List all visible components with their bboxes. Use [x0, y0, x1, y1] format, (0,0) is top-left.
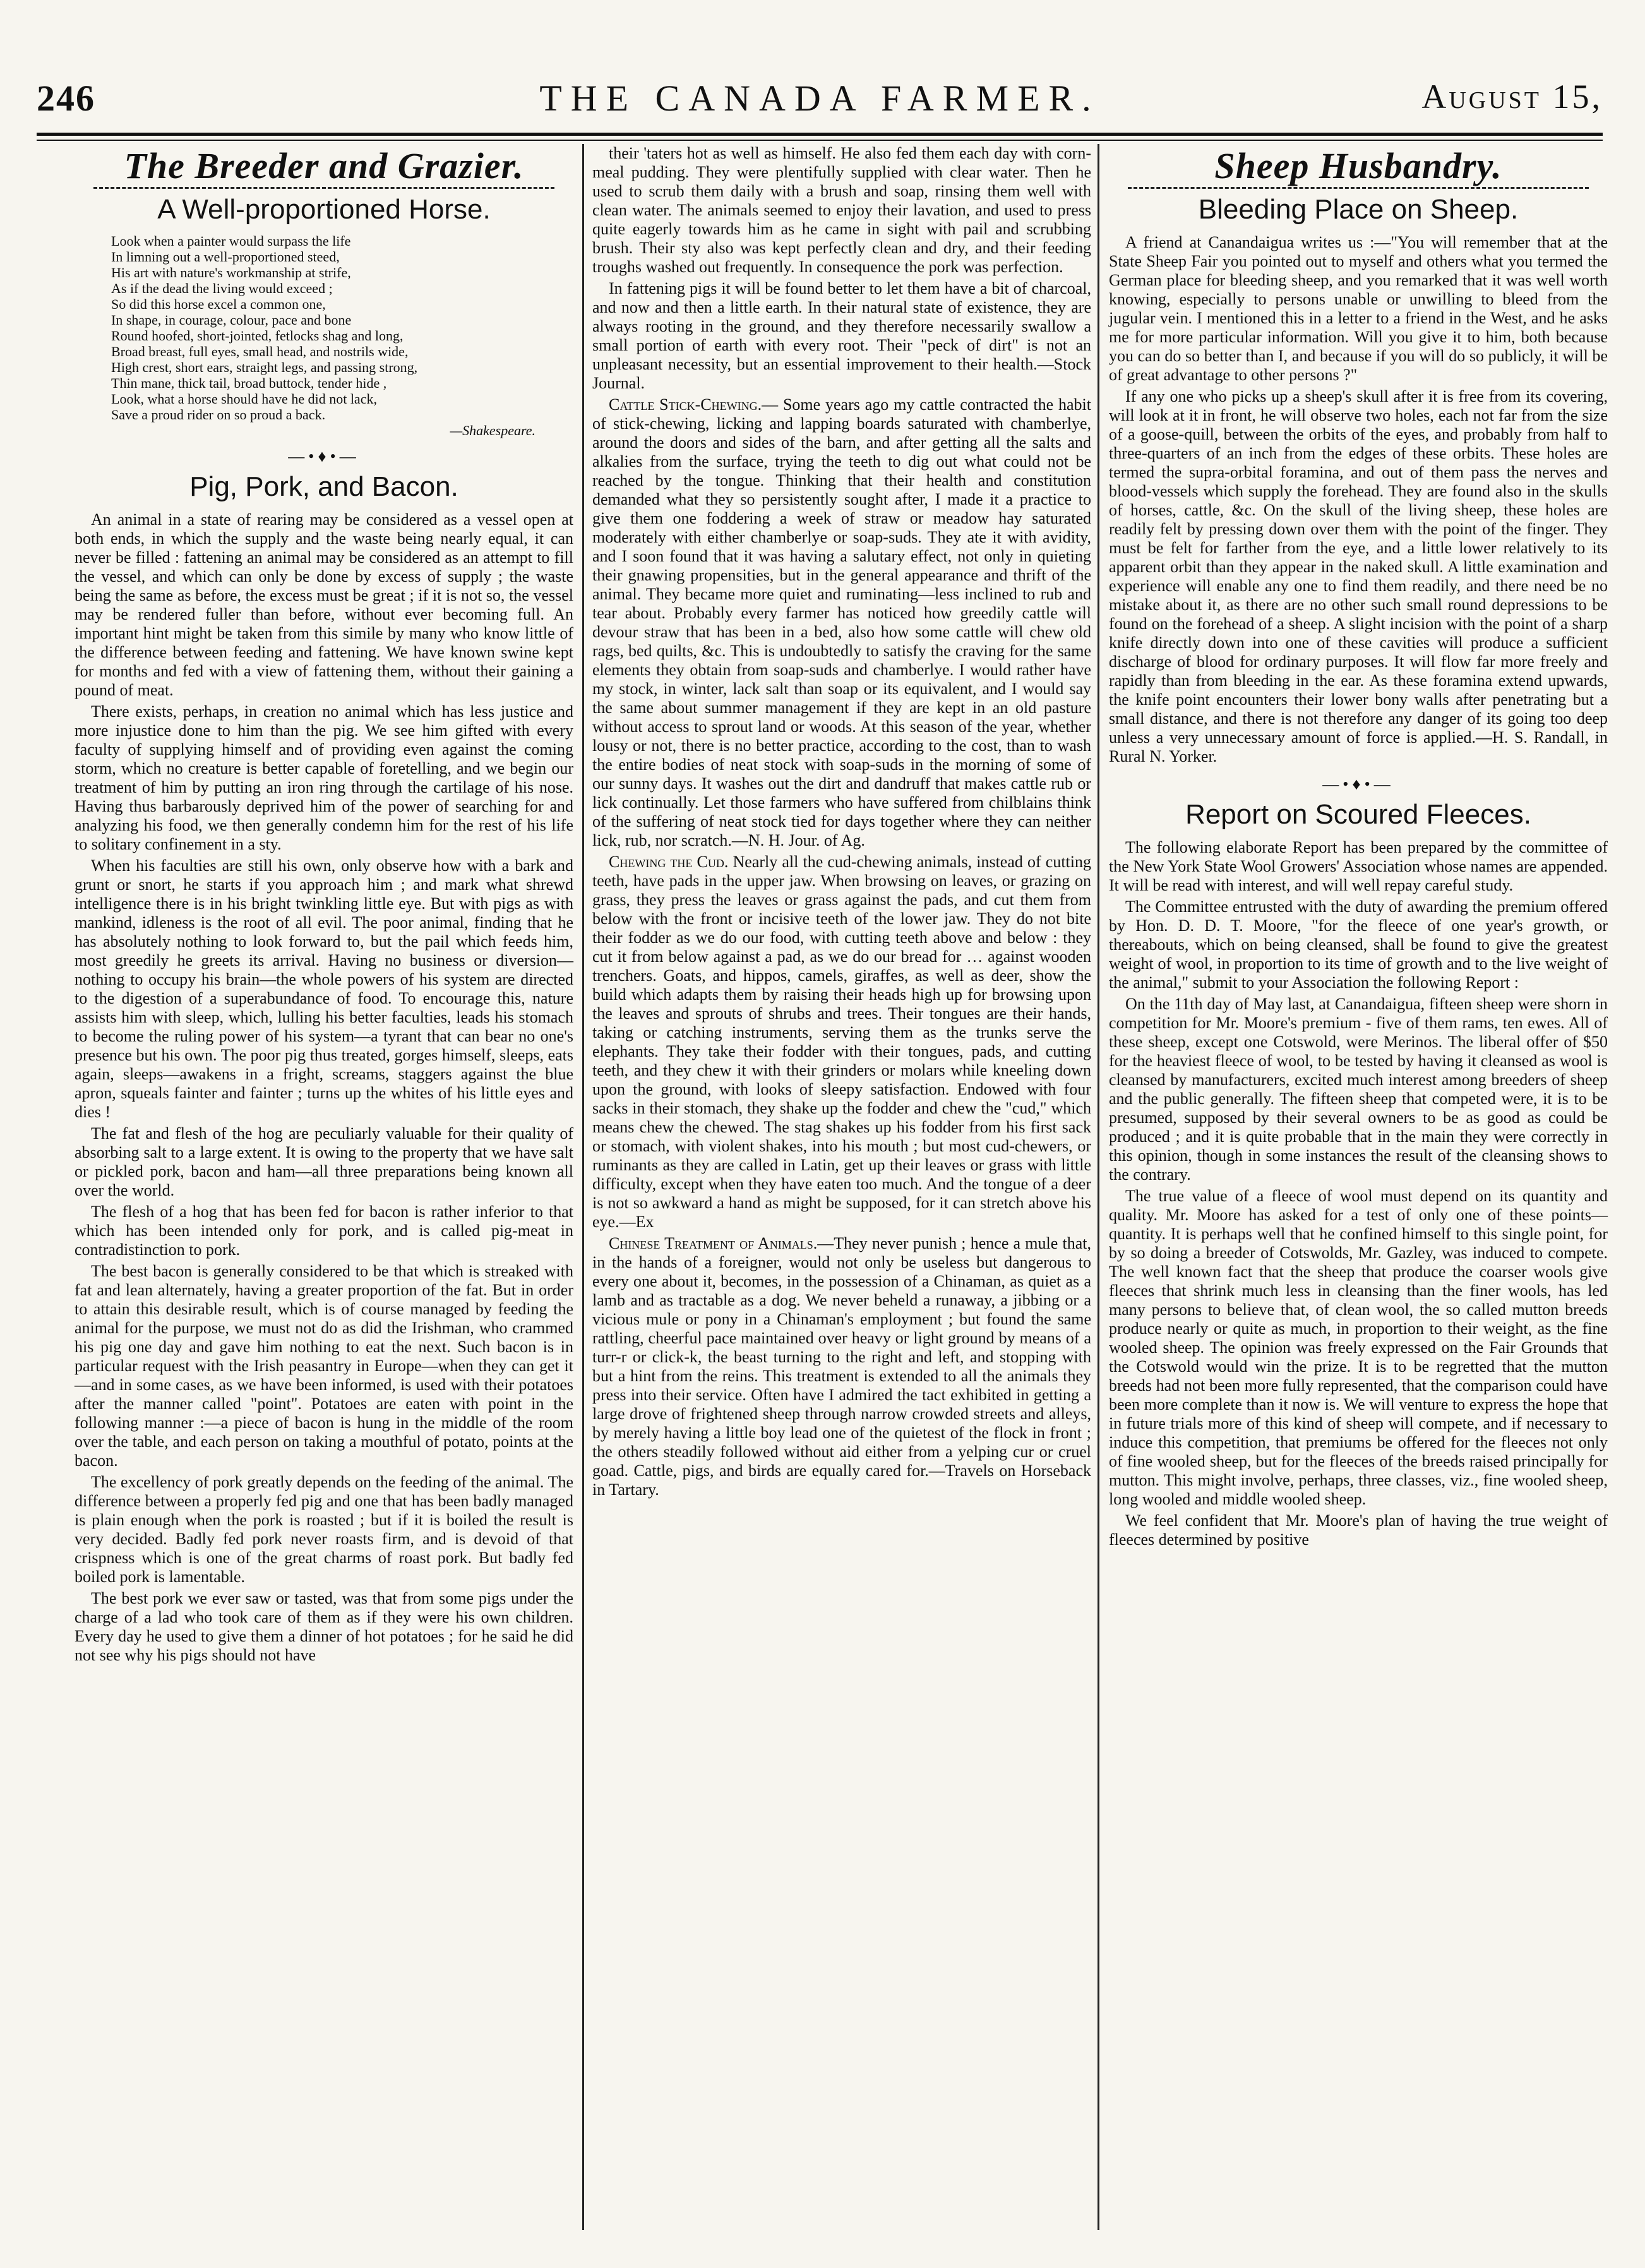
poem-line: Broad breast, full eyes, small head, and nostrils wide,: [111, 344, 409, 359]
column-2: [592, 144, 1091, 1502]
paragraph: The excellency of pork greatly depends on the feeding of the animal. The difference between a properly fed pig and one that has been badly managed is plain enough when the pork is roasted ; but if it is boiled the result is very decided. Badly fed pork never roasts firm, and is devoid of that crispness which is one of the great charms of roast pork. But badly fed boiled pork is lamentable.: [75, 1473, 573, 1586]
article-body: [592, 144, 1091, 393]
poem-line: As if the dead the living would exceed ;: [111, 280, 333, 296]
department-heading: Sheep Husbandry.: [1214, 145, 1502, 186]
paragraph: The following elaborate Report has been prepared by the committee of the New York State Wool Growers' Association whose names are appended. It will be read with interest, and will well repay careful study.: [1109, 838, 1608, 894]
poem-line: Save a proud rider on so proud a back.: [111, 407, 326, 423]
masthead: [37, 63, 1603, 120]
poem-line: Thin mane, thick tail, broad buttock, tender hide ,: [111, 375, 387, 391]
column-3: [1109, 144, 1608, 1552]
poem-line: In shape, in courage, colour, pace and bone: [111, 312, 352, 328]
article-title: A Well-proportioned Horse.: [157, 194, 491, 225]
poem-line: High crest, short ears, straight legs, and passing strong,: [111, 359, 418, 375]
paragraph: The Committee entrusted with the duty of awarding the premium offered by Hon. D. D. T. Moore, "for the fleece of one year's growth, or thereabouts, which on being cleansed, shall be found to give the greatest weight of wool, in proportion to its time of growth and to the live weight of the animal," submit to your Association the following Report :: [1109, 897, 1608, 992]
poem-line: Look when a painter would surpass the life: [111, 233, 351, 249]
paragraph: An animal in a state of rearing may be considered as a vessel open at both ends, in which the supply and the waste being nearly equal, it can never be filled : fattening an animal may be considered as an attempt to fill the vessel, and which can only be done by excess of supply ; the waste being the same as before, the excess must be great ; if it is not so, the vessel may be rendered fuller than before, without ever becoming full. An important hint might be taken from this simile by many who know little of the difference between feeding and fattening. We have known swine kept for months and fed with a view of fattening them, without their gaining a pound of meat.: [75, 510, 573, 699]
issue-date: August 15,: [1421, 78, 1603, 116]
poem-line: Look, what a horse should have he did not lack,: [111, 391, 377, 407]
column-divider: [1098, 144, 1099, 2230]
run-in-head: Chewing the Cud.: [609, 853, 729, 871]
article-body: [75, 510, 573, 1665]
paragraph: We feel confident that Mr. Moore's plan of having the true weight of fleeces determined by positive: [1109, 1511, 1608, 1549]
paragraph: The best bacon is generally considered to be that which is streaked with fat and lean alternately, having a greater proportion of the fat. But in order to attain this desirable result, which is of course managed by feeding the animal for the purpose, we must not do as did the Irishman, who crammed his pig one day and gave him nothing to eat the next. Such bacon is in particular request with the Irish peasantry in Europe—when they can get it—and in some cases, as we have been informed, is used with their potatoes after the manner called "point". Potatoes are eaten with point in the following manner :—a piece of bacon is hung in the middle of the room over the table, and each person on taking a mouthful of potato, points at the bacon.: [75, 1262, 573, 1470]
paper-title: THE CANADA FARMER.: [539, 78, 1100, 119]
paragraph: If any one who picks up a sheep's skull after it is free from its covering, will look at it in front, he will observe two holes, each not far from the size of a goose-quill, between the orbits of the eyes, and probably from half to three-quarters of an inch from the edges of these orbits. These holes are termed the supra-orbital foramina, and out of them pass the nerves and blood-vessels which supply the forehead. They are found also in the skulls of horses, cattle, &c. On the skull of the living sheep, these holes are readily felt by pressing down over them with the point of the finger. They must be felt for farther from the eye, and a little lower relatively to its apparent orbit than they appear in the naked skull. A little examination and experience will enable any one to find them readily, and there need be no mistake about it, as there are no other such small round depressions to be found on the forehead of a sheep. A slight incision with the point of a sharp knife directly down into one of these cavities will produce a sufficient discharge of blood for ordinary purposes. It will flow far more freely and rapidly than from bleeding in the ear. As these foramina extend upwards, the knife point encounters their lower bony walls after penetrating but a small distance, and there is not therefore any danger of its going too deep unless a very unnecessary amount of force is applied.—H. S. Randall, in Rural N. Yorker.: [1109, 387, 1608, 765]
masthead-rule: [37, 133, 1603, 141]
paragraph: The true value of a fleece of wool must depend on its quantity and quality. Mr. Moore has asked for a test of only one of these points—quantity. It is perhaps well that he confined himself to this single point, for by so doing a breeder of Cotswolds, Mr. Gazley, was induced to compete. The well known fact that the sheep that produce the coarser wools give fleeces that shrink much less in cleansing than the finer wools, has led many persons to believe that, of clean wool, the so called mutton breeds produce nearly or quite as much, in proportion to their weight, as the fine wooled sheep. The opinion was freely expressed on the Fair Grounds that the Cotswold would win the prize. It is to be regretted that the mutton breeds had not been more fully represented, that the comparison could have been more complete than it now is. We will venture to express the hope that in future trials more of this kind of sheep will compete, and if necessary to induce this competition, that premiums be offered for the fleeces not only of fine wooled sheep, but for the fleeces of the breeds raised principally for mutton. This might involve, perhaps, three classes, viz., fine wooled sheep, long wooled and middle wooled sheep.: [1109, 1187, 1608, 1508]
poem-line: So did this horse excel a common one,: [111, 296, 326, 312]
article-title: Report on Scoured Fleeces.: [1185, 799, 1531, 830]
poem-line: His art with nature's workmanship at strife,: [111, 265, 351, 280]
poem: [111, 233, 573, 438]
paragraph: [592, 853, 1091, 1232]
paragraph: When his faculties are still his own, only observe how with a bark and grunt or snort, he starts if you approach him ; and mark what shrewd intelligence there is in his bright twinkling little eye. But with pigs as with mankind, idleness is the root of all evil. The poor animal, finding that he has absolutely nothing to look forward to, but the pail which feeds him, most greedily he greets its arrival. Having no business or diversion—nothing to occupy his brain—the whole powers of his system are directed to the digestion of a superabundance of food. To encourage this, nature assists him with sleep, which, lulling his better faculties, leads his stomach to become the ruling power of his system—a tyrant that can bear no one's presence but his own. The poor pig thus treated, gorges himself, sleeps, eats again, sleeps—awakens in a fright, screams, staggers against the blue apron, squeals fainter and fainter ; turns up the whites of his little eyes and dies !: [75, 856, 573, 1121]
paragraph: There exists, perhaps, in creation no animal which has less justice and more injustice done to him than the pig. We see him gifted with every faculty of supplying himself and of providing even against the coming storm, which no creature is better capable of foretelling, and we begin our treatment of him by putting an iron ring through the cartilage of his nose. Having thus barbarously deprived him of the power of searching for and analyzing his food, we then generally condemn him for the rest of his life to solitary confinement in a sty.: [75, 702, 573, 853]
ornament-separator: —•♦•—: [1322, 775, 1394, 793]
page-number: 246: [37, 78, 95, 119]
paragraph: In fattening pigs it will be found better to let them have a bit of charcoal, and now and then a little earth. In their natural state of existence, they are always rooting in the ground, and they therefore necessarily swallow a small portion of earth with every root. Their "peck of dirt" is not an unpleasant necessity, but an essential improvement to their health.—Stock Journal.: [592, 279, 1091, 392]
department-heading: The Breeder and Grazier.: [124, 145, 524, 186]
run-in-head: Chinese Treatment of Animals.: [609, 1234, 818, 1252]
article-title: Pig, Pork, and Bacon.: [189, 471, 458, 502]
run-in-head: Cattle Stick-Chewing.: [609, 395, 762, 414]
paragraph-text: Nearly all the cud-chewing animals, instead of cutting teeth, have pads in the upper jaw. When browsing on leaves, or grazing on grass, they press the leaves or grass against the pads, and cut them from below with the front or incisive teeth of the lower jaw. They do not bite their fodder as we do our food, with cutting teeth above and below : they cut it from below against a pad, as we do our bread for … against wooden trenchers. Goats, and hippos, camels, giraffes, as well as deer, show the build which adapts them by raising their heads high up for browsing upon the leaves and sprouts of shrubs and trees. Their tongues are their hands, taking or catching instruments, serving them as the trunks serve the elephants. They take their fodder with their tongues, pads, and cutting teeth, and they chew it with their grinders or molars while kneeling down upon the ground, with looks of sleepy satisfaction. Endowed with four sacks in their stomach, they shake up the fodder and chew the "cud," which means chew the chewed. The stag shakes up his fodder from his first sack or stomach, with violent shakes, into his mouth ; but most cud-chewers, or ruminants as they are called in Latin, get up their leaves or grass with little difficulty, except when they have eaten too much. And the tongue of a deer is not so awkward a hand as might be supposed, for it can stretch above his eye.—Ex: [592, 853, 1091, 1231]
poem-line: Round hoofed, short-jointed, fetlocks shag and long,: [111, 328, 404, 344]
paragraph: The flesh of a hog that has been fed for bacon is rather inferior to that which has been intended only for pork, and is called pig-meat in contradistinction to pork.: [75, 1203, 573, 1259]
paragraph: their 'taters hot as well as himself. He also fed them each day with corn-meal pudding. They were plentifully supplied with clear water. Then he used to scrub them daily with a brush and soap, rinsing them well with clean water. The animals seemed to enjoy their lavation, and used to press quite eagerly towards him as he came in sight with pail and scrubbing brush. Their sty also was kept perfectly clean and dry, and their feeding troughs washed out frequently. In consequence the pork was perfection.: [592, 144, 1091, 276]
article-body: [1109, 838, 1608, 1549]
divider: [1128, 187, 1589, 189]
divider: [93, 187, 554, 189]
paragraph: The best pork we ever saw or tasted, was that from some pigs under the charge of a lad who took care of them as if they were his own children. Every day he used to give them a dinner of hot potatoes ; for he said he did not see why his pigs should not have: [75, 1589, 573, 1664]
poem-citation: —Shakespeare.: [450, 423, 535, 438]
paragraph: On the 11th day of May last, at Canandaigua, fifteen sheep were shorn in competition for Mr. Moore's premium - five of them rams, ten ewes. All of these sheep, except one Cotswold, were Merinos. The liberal offer of $50 for the heaviest fleece of wool, to be tested by having it cleansed as wool is cleansed by manufacturers, excited much interest among breeders of sheep and the public generally. The fifteen sheep that competed were, it is to be presumed, supposed by their several owners to be as good as could be produced ; and it is quite probable that in the main they were correctly in this opinion, though in some instances the result of the cleansing shows to the contrary.: [1109, 995, 1608, 1184]
column-1: [75, 144, 573, 1667]
paragraph: [592, 1234, 1091, 1499]
article-body: [1109, 233, 1608, 766]
poem-line: In limning out a well-proportioned steed,: [111, 249, 340, 265]
paragraph: A friend at Canandaigua writes us :—"You will remember that at the State Sheep Fair you pointed out to myself and others what you termed the German place for bleeding sheep, and you remarked that it was well worth knowing, especially to persons unable or unwilling to bleed from the jugular vein. I mentioned this in a letter to a friend in the West, and he asks me for more particular information. Will you give it to him, both because you can do so better than I, and because if you will do so publicly, it will be of great advantage to other persons ?": [1109, 233, 1608, 384]
ornament-separator: —•♦•—: [288, 447, 360, 465]
column-divider: [582, 144, 584, 2230]
paragraph-text: —They never punish ; hence a mule that, in the hands of a foreigner, would not only be useless but dangerous to every one about it, becomes, in the possession of a Chinaman, as quiet as a lamb and as tractable as a dog. We never beheld a runaway, a jibbing or a vicious mule or pony in a Chinaman's employment ; but found the same rattling, cheerful pace maintained over heavy or light ground by means of a turr-r or click-k, the beast turning to the right and left, and stopping with but a hint from the reins. This treatment is extended to all the animals they press into their service. Often have I admired the tact exhibited in getting a large drove of frightened sheep through narrow crowded streets and alleys, by merely having a little boy lead one of the quietest of the flock in front ; the others steadily followed without aid either from a yelping cur or cruel goad. Cattle, pigs, and birds are equally cared for.—Travels on Horseback in Tartary.: [592, 1234, 1091, 1499]
paragraph: [592, 395, 1091, 850]
paragraph-text: — Some years ago my cattle contracted the habit of stick-chewing, licking and lapping boards saturated with chamberlye, around the doors and sides of the barn, and after getting all the salts and alkalies from the surface, trying the teeth to dig out what could not be reached by the tongue. Thinking that their health and constitution demanded what they so persistently sought after, I made it a practice to give them one foddering a week of straw or meadow hay saturated moderately with either chamberlye or soap-suds. They ate it with avidity, and I soon found that it was having a salutary effect, not only in quieting their gnawing propensities, but in the general appearance and thrift of the animal. They became more quiet and ruminating—less inclined to rub and tear about. Probably every farmer has noticed how greedily cattle will devour straw that has been in a bed, also how some cattle will chew old rags, bed quilts, &c. This is undoubtedly to satisfy the craving for the same elements they obtain from soap-suds and chamberlye. I would rather have my stock, in winter, lack salt than soap or its equivalent, and I would say the same about summer management if they are kept in an old pasture without access to sprout land or woods. At this season of the year, whether lousy or not, there is no better practice, according to the cost, than to wash the entire bodies of neat stock with soap-suds in the morning of some of our sunny days. It washes out the dirt and dandruff that makes cattle rub or lick continually. Let those farmers who have suffered from chilblains think of the suffering of neat stock tied for days together where they can neither lick, rub, nor scratch.—N. H. Jour. of Ag.: [592, 395, 1091, 849]
article-title: Bleeding Place on Sheep.: [1198, 194, 1519, 225]
paragraph: The fat and flesh of the hog are peculiarly valuable for their quality of absorbing salt to a large extent. It is owing to the property that we have salt or pickled pork, bacon and ham—all three preparations being known all over the world.: [75, 1124, 573, 1199]
